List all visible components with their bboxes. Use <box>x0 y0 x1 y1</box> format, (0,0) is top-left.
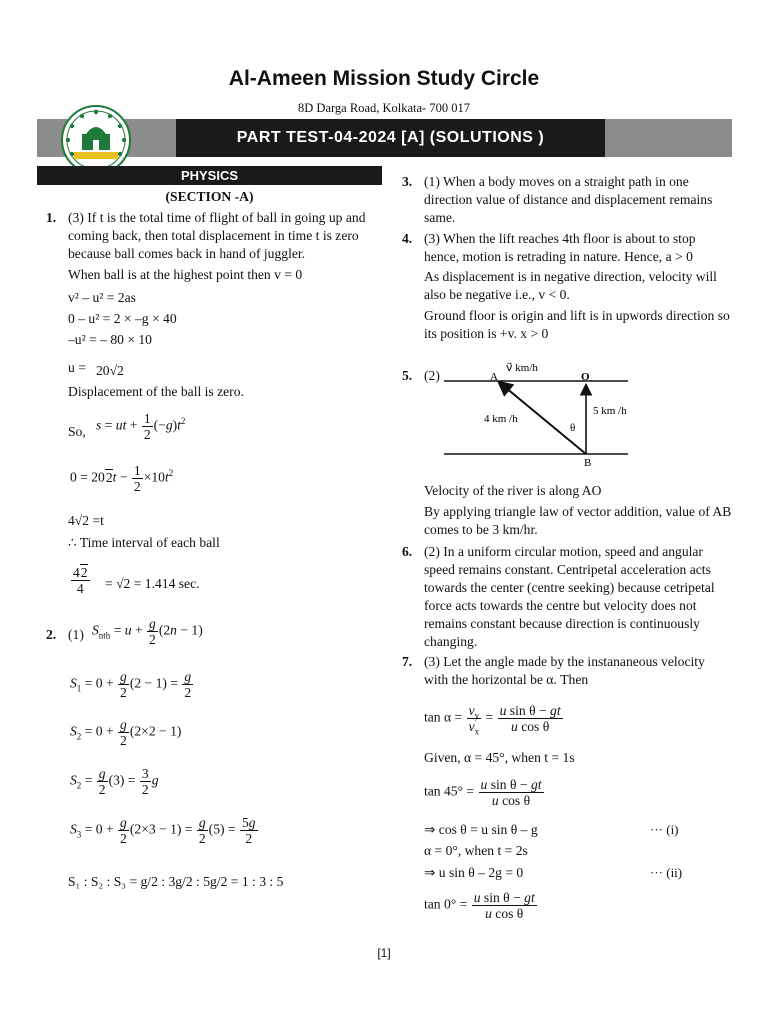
q2-snth-formula: $S_{nth} = u$ + $\frac{g}{2}$ (2n − 1) <box>92 616 203 647</box>
label-theta: θ <box>570 422 576 434</box>
q7-alpha0: α = 0°, when t = 2s <box>424 843 528 858</box>
label-4kmh: 4 km /h <box>484 413 518 425</box>
q1-eq1: v² – u² = 2as <box>68 290 136 305</box>
q7-text: (3) Let the angle made by the instananeous velocity with the horizontal be α. Then <box>424 654 705 687</box>
q2-s1-formula: $S_1 = 0$ + $\frac{g}{2}$ (2 − 1) = $\frac{g}{2}$ <box>70 669 192 700</box>
subject-heading: PHYSICS <box>37 166 382 185</box>
q7-tag-i: ··· (i) <box>650 822 679 837</box>
q2-s2-formula: $S_2 = 0$ + $\frac{g}{2}$ (2×2 − 1) <box>70 717 182 748</box>
q5-option: (2) <box>424 368 440 383</box>
q7-tag-ii: ··· (ii) <box>650 865 683 880</box>
test-name-banner: PART TEST-04-2024 [A] (SOLUTIONS ) <box>176 119 605 157</box>
q1-eq3: –u² = – 80 × 10 <box>68 332 152 347</box>
question-number: 3. <box>402 174 413 189</box>
q7-tan-alpha-formula: tan α = $\frac{v_y}{v_x}$ = $\frac{\text{u sin θ − gt}}{\text{u cos θ}}$ <box>424 703 561 737</box>
q3-text: (1) When a body moves on a straight path in one direction value of distance and displacement remains same. <box>424 174 713 225</box>
q1-highest-point: When ball is at the highest point then v = 0 <box>68 267 303 282</box>
label-a: A <box>490 371 498 383</box>
q1-eq4-lhs: u = <box>68 360 86 375</box>
question-number: 4. <box>402 231 413 246</box>
label-b: B <box>584 457 592 469</box>
q5-text: Velocity of the river is along AO <box>424 483 602 498</box>
q7-tan45-formula: tan 45° = $\frac{\text{u sin θ − gt}}{\text{u cos θ}}$ <box>424 777 542 808</box>
q7-eq-i: ⇒ cos θ = u sin θ – g <box>424 822 538 837</box>
question-number: 7. <box>402 654 413 669</box>
q2-s3-formula: $S_3 = 0$ + $\frac{g}{2}$ (2×3 − 1) = $\frac{g}{2}$ (5) = $\frac{5g}{2}$ <box>70 815 256 846</box>
q1-displacement: Displacement of the ball is zero. <box>68 384 244 399</box>
q5-text2: By applying triangle law of vector addition, value of AB comes to be 3 km/hr. <box>424 504 732 537</box>
q4-text: (3) When the lift reaches 4th floor is about to stop hence, motion is retrading in nature. Hence, a > 0 <box>424 231 696 264</box>
question-number: 2. <box>46 627 57 642</box>
q7-eq-ii: ⇒ u sin θ – 2g = 0 <box>424 865 524 880</box>
address: 8D Darga Road, Kolkata- 700 017 <box>298 101 470 115</box>
q1-result: = √2 = 1.414 sec. <box>105 576 200 591</box>
q6-text: (2) In a uniform circular motion, speed and angular speed remains constant. Centripetal acceleration acts towards the center (centre seeking) because cetripetal force acts towards the centre but velocity does not remains constant because direction is continuously changing. <box>424 544 715 649</box>
q4-text2: As displacement is in negative direction, velocity will also be negative i.e., v < 0. <box>424 269 717 302</box>
q1-interval: ∴ Time interval of each ball <box>68 535 220 550</box>
q2-ratio: S₁ : S₂ : S₃ = g/2 : 3g/2 : 5g/2 = 1 : 3 : 5 <box>68 874 284 889</box>
page-number: [1] <box>377 946 391 960</box>
q1-text: (3) If t is the total time of flight of ball in going up and coming back, then total displacement in time t is zero because ball comes back in hand of juggler. <box>68 210 366 261</box>
label-5kmh: 5 km /h <box>593 405 627 417</box>
question-number: 1. <box>46 210 57 225</box>
q1-time-eq: 4√2 =t <box>68 513 104 528</box>
section-heading: (SECTION -A) <box>165 189 254 204</box>
q1-eq4-rhs: 20√2 <box>96 363 124 378</box>
q1-eq2: 0 – u² = 2 × –g × 40 <box>68 311 177 326</box>
q1-displacement-formula: s = ut + $\frac{1}{2}$ $(-g)t^2$ <box>96 411 186 442</box>
label-v: v⃗ km/h <box>506 362 538 374</box>
label-o: O <box>581 371 590 383</box>
q1-so: So, <box>68 424 86 439</box>
question-number: 5. <box>402 368 413 383</box>
q1-interval-fraction: $\frac{42}{4}$ <box>73 565 88 596</box>
page-title: Al-Ameen Mission Study Circle <box>228 67 540 90</box>
q2-s2-result: $S_2$ = $\frac{g}{2}$ (3) = $\frac{3}{2}$ g <box>70 766 159 797</box>
q1-zero-formula: 0 = 202t − $\frac{1}{2}$ $\times 10t^2$ <box>70 463 174 494</box>
q2-option: (1) <box>68 627 84 642</box>
q7-given: Given, α = 45°, when t = 1s <box>424 750 575 765</box>
river-vector-diagram <box>440 358 632 470</box>
question-number: 6. <box>402 544 413 559</box>
q7-tan0-formula: tan 0° = $\frac{\text{u sin θ − gt}}{\text{u cos θ}}$ <box>424 890 535 921</box>
q4-text3: Ground floor is origin and lift is in upwords direction so its position is +v. x > 0 <box>424 308 730 341</box>
